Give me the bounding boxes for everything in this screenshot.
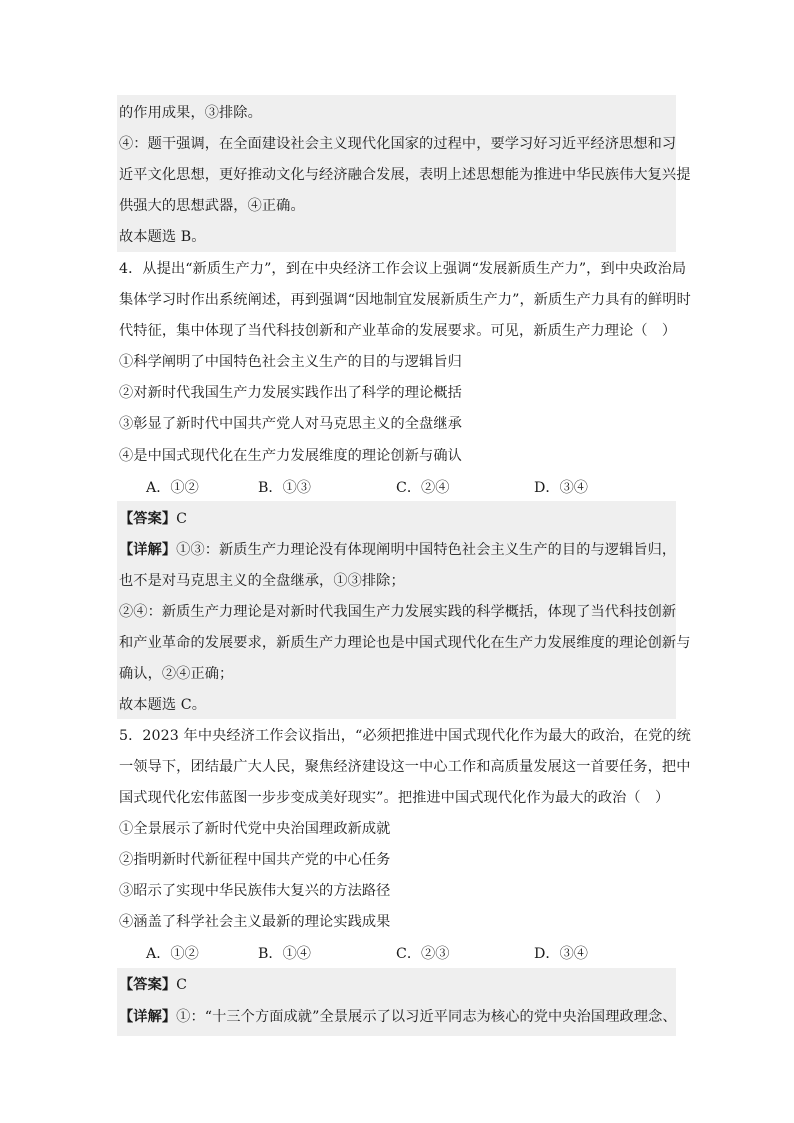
answer-line bbox=[119, 509, 679, 529]
statement-item: ④是中国式现代化在生产力发展维度的理论创新与确认 bbox=[119, 448, 462, 464]
detail-line bbox=[119, 540, 679, 560]
question-stem: 4．从提出“新质生产力”，到在中央经济工作会议上强调“发展新质生产力”，到中央政治局 bbox=[119, 261, 687, 277]
choice-option-b[interactable]: B．①③ bbox=[258, 480, 311, 496]
question-stem: 5．2023 年中央经济工作会议指出，“必须把推进中国式现代化作为最大的政治，在党的统 bbox=[119, 728, 691, 744]
choice-option-c[interactable]: C．②④ bbox=[396, 480, 450, 496]
question-stem: 国式现代化宏伟蓝图一步步变成美好现实”。把推进中国式现代化作为最大的政治（ ） bbox=[119, 790, 670, 806]
detail-line: 确认，②④正确； bbox=[119, 666, 234, 682]
choice-option-b[interactable]: B．①④ bbox=[258, 946, 311, 962]
conclusion-line: 故本题选 C。 bbox=[119, 697, 207, 713]
text-line: ④：题干强调，在全面建设社会主义现代化国家的过程中，要学习好习近平经济思想和习 bbox=[119, 136, 677, 152]
detail-line: ②④：新质生产力理论是对新时代我国生产力发展实践的科学概括，体现了当代科技创新 bbox=[119, 604, 677, 620]
choice-option-a[interactable]: A．①② bbox=[146, 480, 199, 496]
detail-line: 也不是对马克思主义的全盘继承，①③排除； bbox=[119, 573, 405, 589]
question-stem: 代特征，集中体现了当代科技创新和产业革命的发展要求。可见，新质生产力理论（ ） bbox=[119, 323, 677, 339]
statement-item: ①全景展示了新时代党中央治国理政新成就 bbox=[119, 821, 391, 837]
statement-item: ①科学阐明了中国特色社会主义生产的目的与逻辑旨归 bbox=[119, 354, 462, 370]
statement-item: ③彰显了新时代中国共产党人对马克思主义的全盘继承 bbox=[119, 416, 462, 432]
statement-item: ②指明新时代新征程中国共产党的中心任务 bbox=[119, 852, 391, 868]
question-stem: 集体学习时作出系统阐述，再到强调“因地制宜发展新质生产力”，新质生产力具有的鲜明时 bbox=[119, 292, 691, 308]
question-stem: 一领导下，团结最广大人民，聚焦经济建设这一中心工作和高质量发展这一首要任务，把中 bbox=[119, 759, 691, 775]
text-line: 供强大的思想武器，④正确。 bbox=[119, 198, 305, 214]
choice-option-c[interactable]: C．②③ bbox=[396, 946, 450, 962]
text-line: 近平文化思想，更好推动文化与经济融合发展，表明上述思想能为推进中华民族伟大复兴提 bbox=[119, 167, 691, 183]
detail-text: ①③：新质生产力理论没有体现阐明中国特色社会主义生产的目的与逻辑旨归， bbox=[176, 542, 677, 558]
answer-value: C bbox=[176, 977, 188, 993]
choice-option-d[interactable]: D．③④ bbox=[534, 480, 588, 496]
answer-value: C bbox=[176, 511, 188, 527]
statement-item: ②对新时代我国生产力发展实践作出了科学的理论概括 bbox=[119, 385, 462, 401]
answer-line bbox=[119, 975, 679, 995]
detail-line: 和产业革命的发展要求，新质生产力理论也是中国式现代化在生产力发展维度的理论创新与 bbox=[119, 635, 691, 651]
choice-option-d[interactable]: D．③④ bbox=[534, 946, 588, 962]
conclusion-line: 故本题选 B。 bbox=[119, 229, 206, 245]
detail-line bbox=[119, 1007, 679, 1027]
answer-label: 【答案】 bbox=[119, 977, 177, 993]
statement-item: ④涵盖了科学社会主义最新的理论实践成果 bbox=[119, 914, 391, 930]
choice-option-a[interactable]: A．①② bbox=[146, 946, 199, 962]
detail-text: ①：“十三个方面成就”全景展示了以习近平同志为核心的党中央治国理政理念、 bbox=[176, 1009, 677, 1025]
statement-item: ③昭示了实现中华民族伟大复兴的方法路径 bbox=[119, 883, 391, 899]
detail-label: 【详解】 bbox=[119, 542, 177, 558]
detail-label: 【详解】 bbox=[119, 1009, 177, 1025]
answer-label: 【答案】 bbox=[119, 511, 177, 527]
text-line: 的作用成果，③排除。 bbox=[119, 105, 262, 121]
